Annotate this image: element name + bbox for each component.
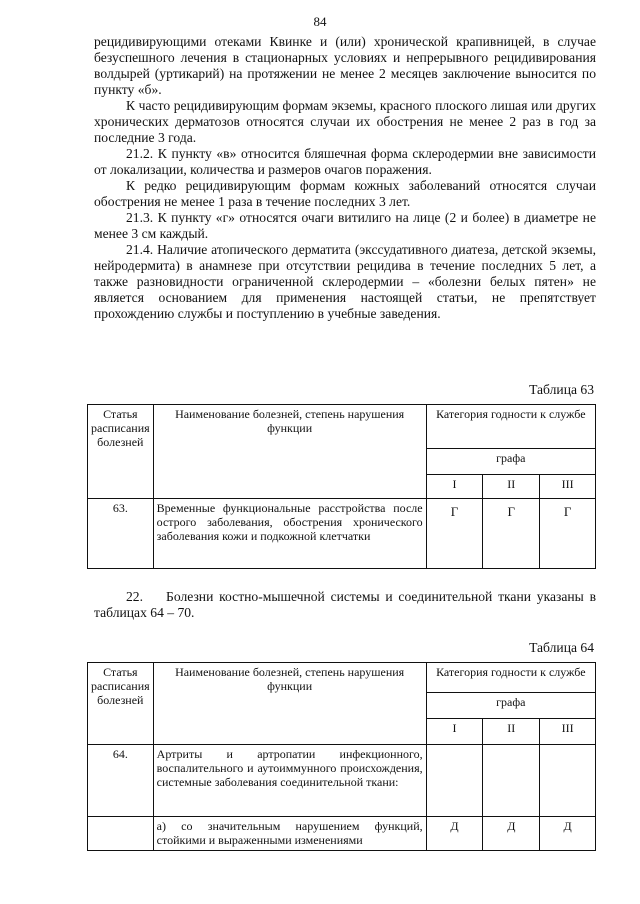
table-64	[87, 662, 596, 851]
row-text-a: а) со значительным нарушением функций, стойкими и выраженными изменениями	[153, 817, 426, 851]
header-category: Категория годности к службе	[426, 405, 595, 449]
header-article: Статья расписания болезней	[88, 405, 154, 499]
table-63-caption: Таблица 63	[529, 382, 594, 397]
row-value: Д	[426, 817, 483, 851]
column-header: I	[426, 719, 483, 745]
row-value: Г	[426, 499, 483, 569]
row-value: Д	[483, 817, 540, 851]
column-header: II	[483, 475, 540, 499]
header-grafa: графа	[426, 449, 595, 475]
body-text	[94, 34, 596, 322]
table-64-caption: Таблица 64	[529, 640, 594, 655]
row-number: 63.	[88, 499, 154, 569]
paragraph: 21.4. Наличие атопического дерматита (экссудативного диатеза, детской экземы, нейродермита) в анамнезе при отсутствии рецидива в течение последних 5 лет, а также разновидности ограниченной склеродермии – «болезни белых пятен» не является основанием для применения настоящей статьи, не препятствует прохождению службы и поступлению в учебные заведения.	[94, 242, 596, 321]
header-name: Наименование болезней, степень нарушения функции	[153, 663, 426, 745]
paragraph: К часто рецидивирующим формам экземы, красного плоского лишая или других хронических дерматозов относятся случаи их обострения не менее 2 раз в год за последние 3 года.	[94, 98, 596, 145]
table-63	[87, 404, 596, 569]
section-22-text: 22. Болезни костно-мышечной системы и соединительной ткани указаны в таблицах 64 – 70.	[94, 589, 600, 620]
column-header: I	[426, 475, 483, 499]
row-empty	[483, 745, 540, 817]
header-article: Статья расписания болезней	[88, 663, 154, 745]
page-number: 84	[313, 14, 327, 29]
column-header: III	[540, 475, 596, 499]
paragraph: 21.2. К пункту «в» относится бляшечная форма склеродермии вне зависимости от локализации, количества и размеров очагов поражения.	[94, 146, 596, 177]
row-empty	[426, 745, 483, 817]
row-value: Г	[540, 499, 596, 569]
row-number: 64.	[88, 745, 154, 817]
header-grafa: графа	[426, 693, 595, 719]
row-empty	[88, 817, 154, 851]
section-22	[94, 589, 600, 621]
header-category: Категория годности к службе	[426, 663, 595, 693]
column-header: III	[540, 719, 596, 745]
row-value: Д	[540, 817, 596, 851]
column-header: II	[483, 719, 540, 745]
row-value: Г	[483, 499, 540, 569]
paragraph: К редко рецидивирующим формам кожных заболеваний относятся случаи обострения не менее 1 раза в течение последних 3 лет.	[94, 178, 596, 209]
row-text-intro: Артриты и артропатии инфекционного, воспалительного и аутоиммунного происхождения, системные заболевания соединительной ткани:	[153, 745, 426, 817]
paragraph: 21.3. К пункту «г» относятся очаги витилиго на лице (2 и более) в диаметре не менее 3 см каждый.	[94, 210, 596, 241]
row-text: Временные функциональные расстройства после острого заболевания, обострения хронического заболевания кожи и подкожной клетчатки	[153, 499, 426, 569]
row-empty	[540, 745, 596, 817]
header-name: Наименование болезней, степень нарушения функции	[153, 405, 426, 499]
paragraph: рецидивирующими отеками Квинке и (или) хронической крапивницей, в случае безуспешного лечения в стационарных условиях и непрерывного рецидивирования волдырей (уртикарий) на протяжении не менее 2 месяцев заключение выносится по пункту «б».	[94, 34, 596, 97]
